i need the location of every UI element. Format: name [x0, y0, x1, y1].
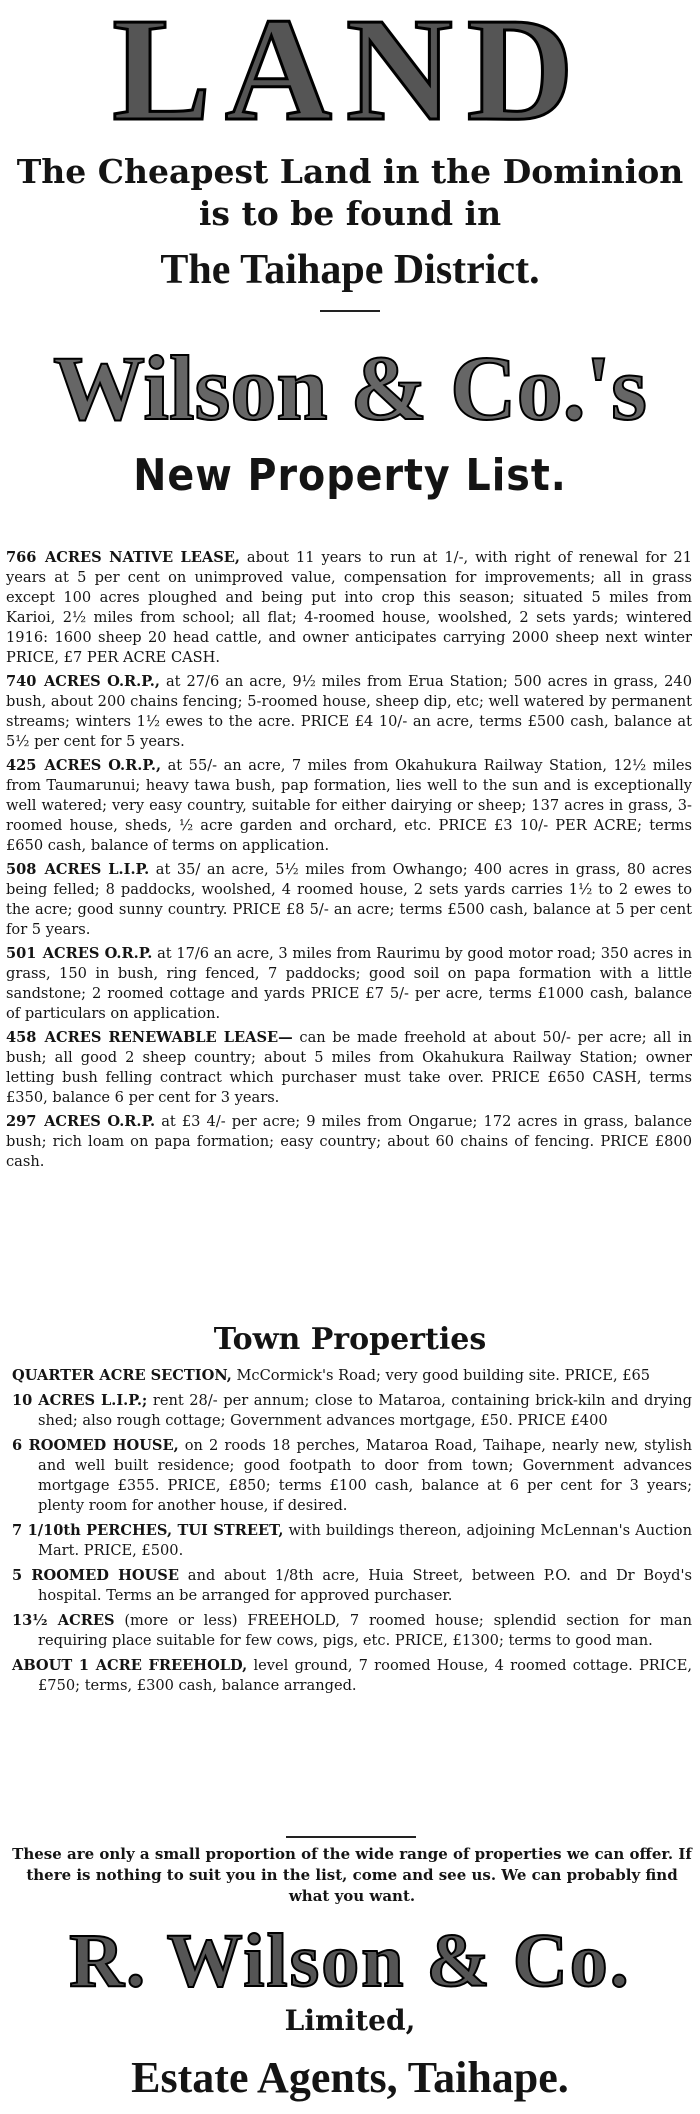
listing-kind: ACRES NATIVE LEASE, [44, 549, 240, 566]
listing-acres: 508 [6, 861, 37, 878]
town-listings [12, 1366, 692, 1701]
town-item [12, 1366, 692, 1386]
listing-kind: ACRES O.R.P. [44, 1113, 156, 1130]
town-item-title: 5 ROOMED HOUSE [12, 1567, 179, 1584]
listing-item [6, 944, 692, 1024]
headline-land: LAND [112, 0, 588, 152]
town-item [12, 1611, 692, 1651]
town-item-text: with buildings thereon, adjoining McLennan's Auction Mart. PRICE, £500. [38, 1522, 692, 1559]
listing-kind: ACRES O.R.P., [44, 757, 162, 774]
town-item-text: (more or less) FREEHOLD, 7 roomed house; splendid section for man requiring place suitable for few cows, pigs, etc. PRICE, £1300; terms to good man. [38, 1612, 692, 1649]
district-heading: The Taihape District. [160, 247, 540, 293]
town-item [12, 1656, 692, 1696]
town-item-title: QUARTER ACRE SECTION, [12, 1367, 232, 1384]
listing-acres: 501 [6, 945, 37, 962]
listing-kind: ACRES RENEWABLE LEASE— [44, 1029, 293, 1046]
listing-description: at 55/- an acre, 7 miles from Okahukura Railway Station, 12½ miles from Taumarunui; heavy tawa bush, pap formation, lies well to the sun and is exceptionally well watered; very easy country, suitable for either dairying or sheep; 137 acres in grass, 3-roomed house, sheds, ½ acre garden and orchard, etc. PRICE £3 10/- PER ACRE; terms £650 cash, balance of terms on application. [6, 757, 692, 854]
listing-acres: 740 [6, 673, 37, 690]
town-item-title: 7 1/10th PERCHES, TUI STREET, [12, 1522, 284, 1539]
listing-acres: 458 [6, 1029, 37, 1046]
listing-kind: ACRES O.R.P., [43, 673, 160, 690]
property-list-title: New Property List. [133, 450, 567, 501]
town-item [12, 1566, 692, 1606]
town-item-text: and about 1/8th acre, Huia Street, between P.O. and Dr Boyd's hospital. Terms an be arranged for approved purchaser. [38, 1567, 692, 1604]
town-item-text: rent 28/- per annum; close to Mataroa, containing brick-kiln and drying shed; also rough cottage; Government advances mortgage, £50. PRICE £400 [38, 1392, 692, 1429]
town-item [12, 1436, 692, 1516]
listing-acres: 766 [6, 549, 37, 566]
listing-description: about 11 years to run at 1/-, with right of renewal for 21 years at 5 per cent on unimproved value, compensation for improvements; all in grass except 100 acres ploughed and being put into crop this season; situated 5 miles from Karioi, 2½ miles from school; all flat; 4-roomed house, woolshed, 2 sets yards; wintered 1916: 1600 sheep 20 head cattle, and owner anticipates carrying 2000 sheep next winter PRICE, £7 PER ACRE CASH. [6, 549, 693, 666]
listing-description: at £3 4/- per acre; 9 miles from Ongarue; 172 acres in grass, balance bush; rich loam on papa formation; easy country; about 60 chains of fencing. PRICE £800 cash. [6, 1113, 693, 1170]
town-item-title: 13½ ACRES [12, 1612, 115, 1629]
town-item [12, 1521, 692, 1561]
town-item-title: ABOUT 1 ACRE FREEHOLD, [12, 1657, 248, 1674]
listing-description: at 27/6 an acre, 9½ miles from Erua Station; 500 acres in grass, 240 bush, about 200 chains fencing; 5-roomed house, sheep dip, etc; well watered by permanent streams; winters 1½ ewes to the acre. PRICE £4 10/- an acre, terms £500 cash, balance at 5½ per cent for 5 years. [6, 673, 693, 750]
town-item-text: level ground, 7 roomed House, 4 roomed cottage. PRICE, £750; terms, £300 cash, balance arranged. [38, 1657, 692, 1694]
town-item [12, 1391, 692, 1431]
divider [320, 310, 380, 312]
listing-item [6, 756, 692, 856]
tagline-found-in: is to be found in [198, 194, 502, 233]
town-item-title: 10 ACRES L.I.P.; [12, 1392, 148, 1409]
firm-name: R. Wilson & Co. [69, 1919, 631, 2003]
country-listings [6, 548, 692, 1176]
town-properties-heading: Town Properties [213, 1322, 487, 1357]
town-item-title: 6 ROOMED HOUSE, [12, 1437, 179, 1454]
listing-kind: ACRES O.R.P. [42, 945, 153, 962]
tagline-cheapest-land: The Cheapest Land in the Dominion [16, 152, 684, 191]
listing-item [6, 672, 692, 752]
listing-item [6, 860, 692, 940]
company-name: Wilson & Co.'s [53, 337, 647, 439]
firm-limited: Limited, [284, 2004, 416, 2037]
listing-kind: ACRES L.I.P. [44, 861, 150, 878]
listing-acres: 425 [6, 757, 37, 774]
listing-item [6, 548, 692, 668]
firm-description: Estate Agents, Taihape. [131, 2053, 569, 2102]
divider [286, 1836, 416, 1838]
town-item-text: McCormick's Road; very good building site. PRICE, £65 [236, 1367, 651, 1384]
listing-description: can be made freehold at about 50/- per acre; all in bush; all good 2 sheep country; about 5 miles from Okahukura Railway Station; owner letting bush felling contract which purchaser must take over. PRICE £650 CASH, terms £350, balance 6 per cent for 3 years. [6, 1029, 693, 1106]
listing-description: at 17/6 an acre, 3 miles from Raurimu by good motor road; 350 acres in grass, 150 in bush, ring fenced, 7 paddocks; good soil on papa formation with a little sandstone; 2 roomed cottage and yards PRICE £7 5/- per acre, terms £1000 cash, balance of particulars on application. [6, 945, 692, 1022]
listing-description: at 35/ an acre, 5½ miles from Owhango; 400 acres in grass, 80 acres being felled; 8 paddocks, woolshed, 4 roomed house, 2 sets yards carries 1½ to 2 ewes to the acre; good sunny country. PRICE £8 5/- an acre; terms £500 cash, balance at 5 per cent for 5 years. [6, 861, 693, 938]
listing-item [6, 1112, 692, 1172]
closing-note: These are only a small proportion of the wide range of properties we can offer. If there is nothing to suit you in the list, come and see us. We can probably find what you want. [12, 1845, 692, 1905]
town-item-text: on 2 roods 18 perches, Mataroa Road, Taihape, nearly new, stylish and well built residence; good footpath to door from town; Government advances mortgage £355. PRICE, £850; terms £100 cash, balance at 6 per cent for 3 years; plenty room for another house, if desired. [38, 1437, 693, 1514]
listing-item [6, 1028, 692, 1108]
listing-acres: 297 [6, 1113, 37, 1130]
